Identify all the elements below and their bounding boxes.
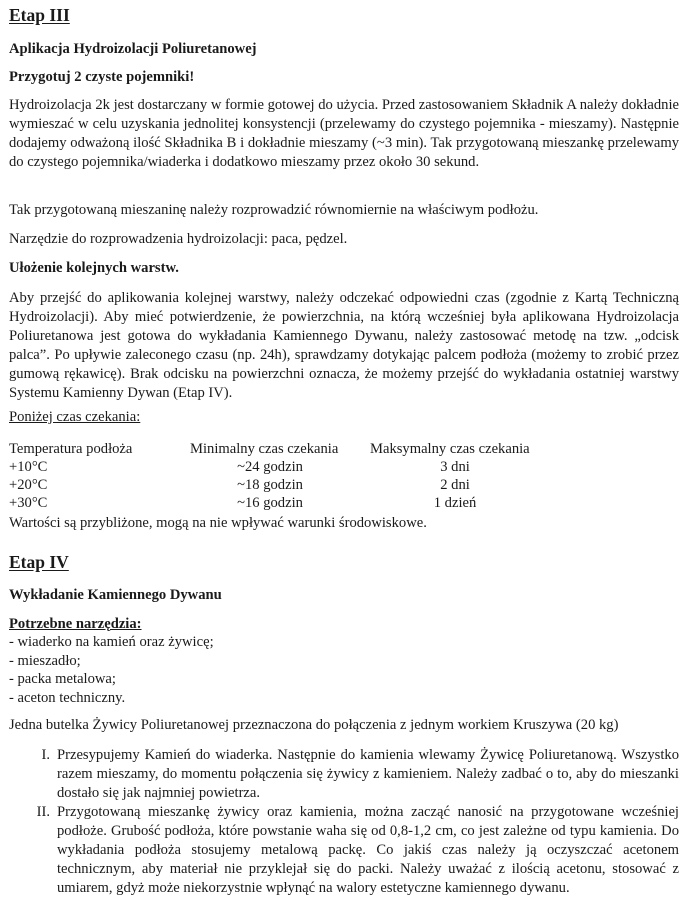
prep-note: Przygotuj 2 czyste pojemniki! <box>9 69 195 85</box>
step-text: Przesypujemy Kamień do wiaderka. Następnie do kamienia wlewamy Żywicę Poliuretanową. Wszystko razem mieszamy, do momentu połączenia się żywicy z kamieniem. Należy zadbać o to, aby do mieszanki dostało się jak najmniej powietrza. <box>57 747 679 801</box>
wait-time-table <box>9 440 649 512</box>
tools-heading: Potrzebne narzędzia: <box>9 616 142 632</box>
etap-3-subtitle: Aplikacja Hydroizolacji Poliuretanowej <box>9 41 257 57</box>
max-time-cell: 3 dni <box>440 459 470 475</box>
min-time-cell: ~24 godzin <box>237 459 303 475</box>
step-number: II. <box>36 804 50 820</box>
step-item <box>22 803 679 898</box>
temperature-cell: +10°C <box>9 459 48 475</box>
ratio-note: Jedna butelka Żywicy Poliuretanowej przeznaczona do połączenia z jednym workiem Kruszywa (20 kg) <box>9 717 619 733</box>
step-item <box>22 746 679 803</box>
max-time-cell: 2 dni <box>440 477 470 493</box>
wait-heading: Poniżej czas czekania: <box>9 409 141 425</box>
column-header-max-time: Maksymalny czas czekania <box>370 441 530 457</box>
list-item: - mieszadło; <box>9 652 81 669</box>
list-item: - wiaderko na kamień oraz żywicę; <box>9 634 214 650</box>
table-row <box>9 458 649 476</box>
spread-paragraph: Tak przygotowaną mieszaninę należy rozprowadzić równomiernie na właściwym podłożu. <box>9 202 539 218</box>
etap-4-heading: Etap IV <box>9 552 69 572</box>
list-item: - packa metalowa; <box>9 671 116 687</box>
steps-list <box>22 746 679 898</box>
max-time-cell: 1 dzień <box>433 495 477 511</box>
temperature-cell: +20°C <box>9 477 48 493</box>
step-number: I. <box>41 747 50 763</box>
etap-4-subtitle: Wykładanie Kamiennego Dywanu <box>9 587 222 603</box>
column-header-min-time: Minimalny czas czekania <box>190 441 339 457</box>
layers-paragraph: Aby przejść do aplikowania kolejnej warstwy, należy odczekać odpowiedni czas (zgodnie z Kartą Techniczną Hydroizolacji). Aby mieć potwierdzenie, że powierzchnia, na którą wcześniej była aplikowana Hydroizolacja Poliuretanowa jest gotowa do wykładania Kamiennego Dywanu, należy zastosować metodę na tzw. „odcisk palca”. Po upływie zaleconego czasu (np. 24h), sprawdzamy dotykając palcem podłoża (możemy to zrobić przez gumową rękawicę). Brak odcisku na powierzchni oznacza, że możemy przejść do wykładania ostatniej warstwy Systemu Kamienny Dywan (Etap IV). <box>9 290 679 401</box>
etap-3-heading: Etap III <box>9 5 70 25</box>
table-row <box>9 494 649 512</box>
step-text: Przygotowaną mieszankę żywicy oraz kamienia, można zacząć nanosić na przygotowane wcześniej podłoże. Grubość podłoża, które powstanie waha się od 0,8-1,2 cm, co jest zależne od typu kamienia. Do wykładania podłoża stosujemy metalową packę. Co jakiś czas należy ją oczyszczać acetonem technicznym, aby materiał nie przyklejał się do packi. Należy uważać z ilością acetonu, stosować z umiarem, gdyż może niekorzystnie wpłynąć na walory estetyczne kamiennego dywanu. <box>57 804 679 896</box>
tools-paragraph: Narzędzie do rozprowadzenia hydroizolacji: paca, pędzel. <box>9 231 348 247</box>
list-item: - aceton techniczny. <box>9 689 126 706</box>
min-time-cell: ~16 godzin <box>237 495 303 511</box>
wait-note: Wartości są przybliżone, mogą na nie wpływać warunki środowiskowe. <box>9 515 427 531</box>
table-header-row <box>9 440 649 458</box>
table-row <box>9 476 649 494</box>
layers-heading: Ułożenie kolejnych warstw. <box>9 260 179 276</box>
min-time-cell: ~18 godzin <box>237 477 303 493</box>
temperature-cell: +30°C <box>9 495 48 511</box>
intro-paragraph: Hydroizolacja 2k jest dostarczany w formie gotowej do użycia. Przed zastosowaniem Składnik A należy dokładnie wymieszać w celu uzyskania jednolitej konsystencji (przelewamy do czystego pojemnika - mieszamy). Następnie dodajemy odważoną ilość Składnika B i dokładnie mieszamy (~3 min). Tak przygotowaną mieszankę przelewamy do czystego pojemnika/wiaderka i dodatkowo mieszamy przez około 30 sekund. <box>9 97 679 170</box>
tools-list <box>9 633 679 707</box>
column-header-temperature: Temperatura podłoża <box>9 441 133 457</box>
